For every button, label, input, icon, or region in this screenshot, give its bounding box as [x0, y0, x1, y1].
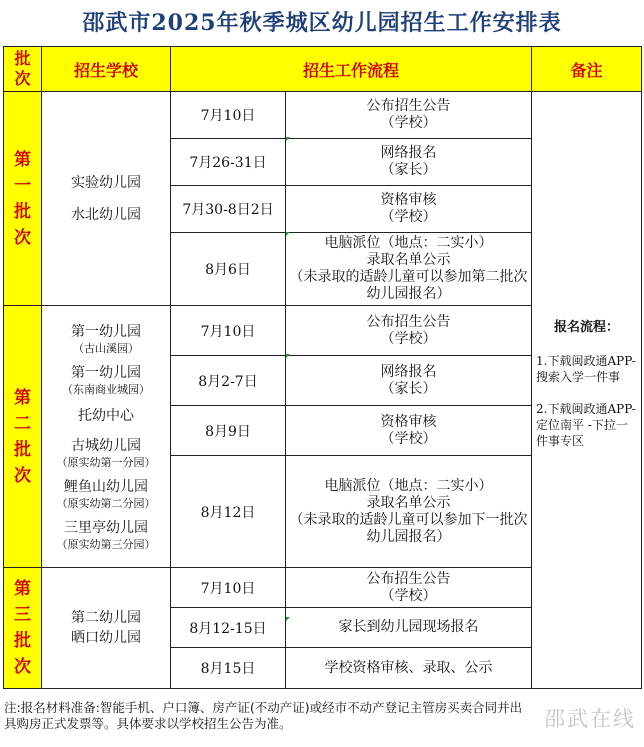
- school-name: 托幼中心: [78, 408, 134, 424]
- cell-marker: [286, 232, 290, 236]
- school-name: 鲤鱼山幼儿园: [64, 479, 148, 495]
- step-process: 公布招生公告 （学校）: [286, 568, 532, 608]
- footer-note: 注:报名材料准备:智能手机、户口簿、房产证(不动产证)或经市不动产登记主管房买卖合同并出具购房正式发票等。具体要求以学校招生公告为准。: [4, 700, 523, 731]
- step-date: 7月30-8日2日: [171, 186, 286, 233]
- header-batch: 批 次: [4, 47, 42, 92]
- header-row: [4, 47, 642, 92]
- step-process: 资格审核 （学校）: [286, 406, 532, 456]
- batch-1-schools: [42, 92, 171, 306]
- step-date: 8月12-15日: [171, 608, 286, 648]
- step-date: 8月15日: [171, 648, 286, 689]
- cell-marker: [286, 617, 290, 621]
- cell-marker: [286, 137, 290, 141]
- note-item: 2.下载闽政通APP-定位南平 -下拉一件事专区: [536, 401, 636, 448]
- school-name: 晒口幼儿园: [71, 630, 141, 646]
- batch-3-schools: [42, 568, 171, 689]
- school-name: 古城幼儿园: [71, 438, 141, 454]
- school-subname: （原实幼第一分园）: [56, 456, 156, 469]
- step-process: 公布招生公告 （学校）: [286, 92, 532, 139]
- school-name: 实验幼儿园: [71, 174, 141, 191]
- step-date: 7月10日: [171, 92, 286, 139]
- step-process: 网络报名 （家长）: [286, 139, 532, 186]
- cell-marker: [286, 354, 290, 358]
- step-date: 7月10日: [171, 306, 286, 356]
- school-name: 第二幼儿园: [71, 610, 141, 626]
- step-process: 电脑派位（地点：二实小） 录取名单公示 （未录取的适龄儿童可以参加下一批次 幼儿园报名）: [286, 456, 532, 568]
- batch-1-label: 第 一 批 次: [4, 92, 42, 306]
- batch-2-schools: [42, 306, 171, 568]
- step-process: 电脑派位（地点：二实小） 录取名单公示 （未录取的适龄儿童可以参加第二批次 幼儿园报名）: [286, 233, 532, 306]
- step-process: 公布招生公告 （学校）: [286, 306, 532, 356]
- note-item: 1.下载闽政通APP-搜索入学一件事: [536, 353, 636, 384]
- school-name: 第一幼儿园: [71, 365, 141, 381]
- table-row: [4, 92, 642, 139]
- step-date: 8月2-7日: [171, 356, 286, 406]
- step-date: 8月12日: [171, 456, 286, 568]
- schedule-table: [3, 46, 642, 689]
- batch-3-label: 第 三 批 次: [4, 568, 42, 689]
- school-subname: （东南商业城园）: [62, 383, 150, 396]
- school-name: 三里亭幼儿园: [64, 520, 148, 536]
- step-process: 资格审核 （学校）: [286, 186, 532, 233]
- note-cell: [532, 92, 642, 689]
- step-date: 8月6日: [171, 233, 286, 306]
- header-process: 招生工作流程: [171, 47, 532, 92]
- school-subname: （原实幼第二分园）: [56, 497, 156, 510]
- page-title: 邵武市2025年秋季城区幼儿园招生工作安排表: [82, 10, 562, 36]
- school-subname: （古山溪园）: [73, 342, 139, 355]
- batch-2-label: 第 二 批 次: [4, 306, 42, 568]
- school-name: 水北幼儿园: [71, 206, 141, 223]
- school-subname: （原实幼第三分园）: [56, 538, 156, 551]
- note-title: 报名流程：: [554, 319, 620, 335]
- step-date: 8月9日: [171, 406, 286, 456]
- step-process: 家长到幼儿园现场报名: [286, 608, 532, 648]
- step-date: 7月26-31日: [171, 139, 286, 186]
- school-name: 第一幼儿园: [71, 324, 141, 340]
- header-school: 招生学校: [42, 47, 171, 92]
- step-process: 网络报名 （家长）: [286, 356, 532, 406]
- step-date: 7月10日: [171, 568, 286, 608]
- header-note: 备注: [532, 47, 642, 92]
- step-process: 学校资格审核、录取、公示: [286, 648, 532, 689]
- watermark: 邵武在线: [544, 707, 636, 731]
